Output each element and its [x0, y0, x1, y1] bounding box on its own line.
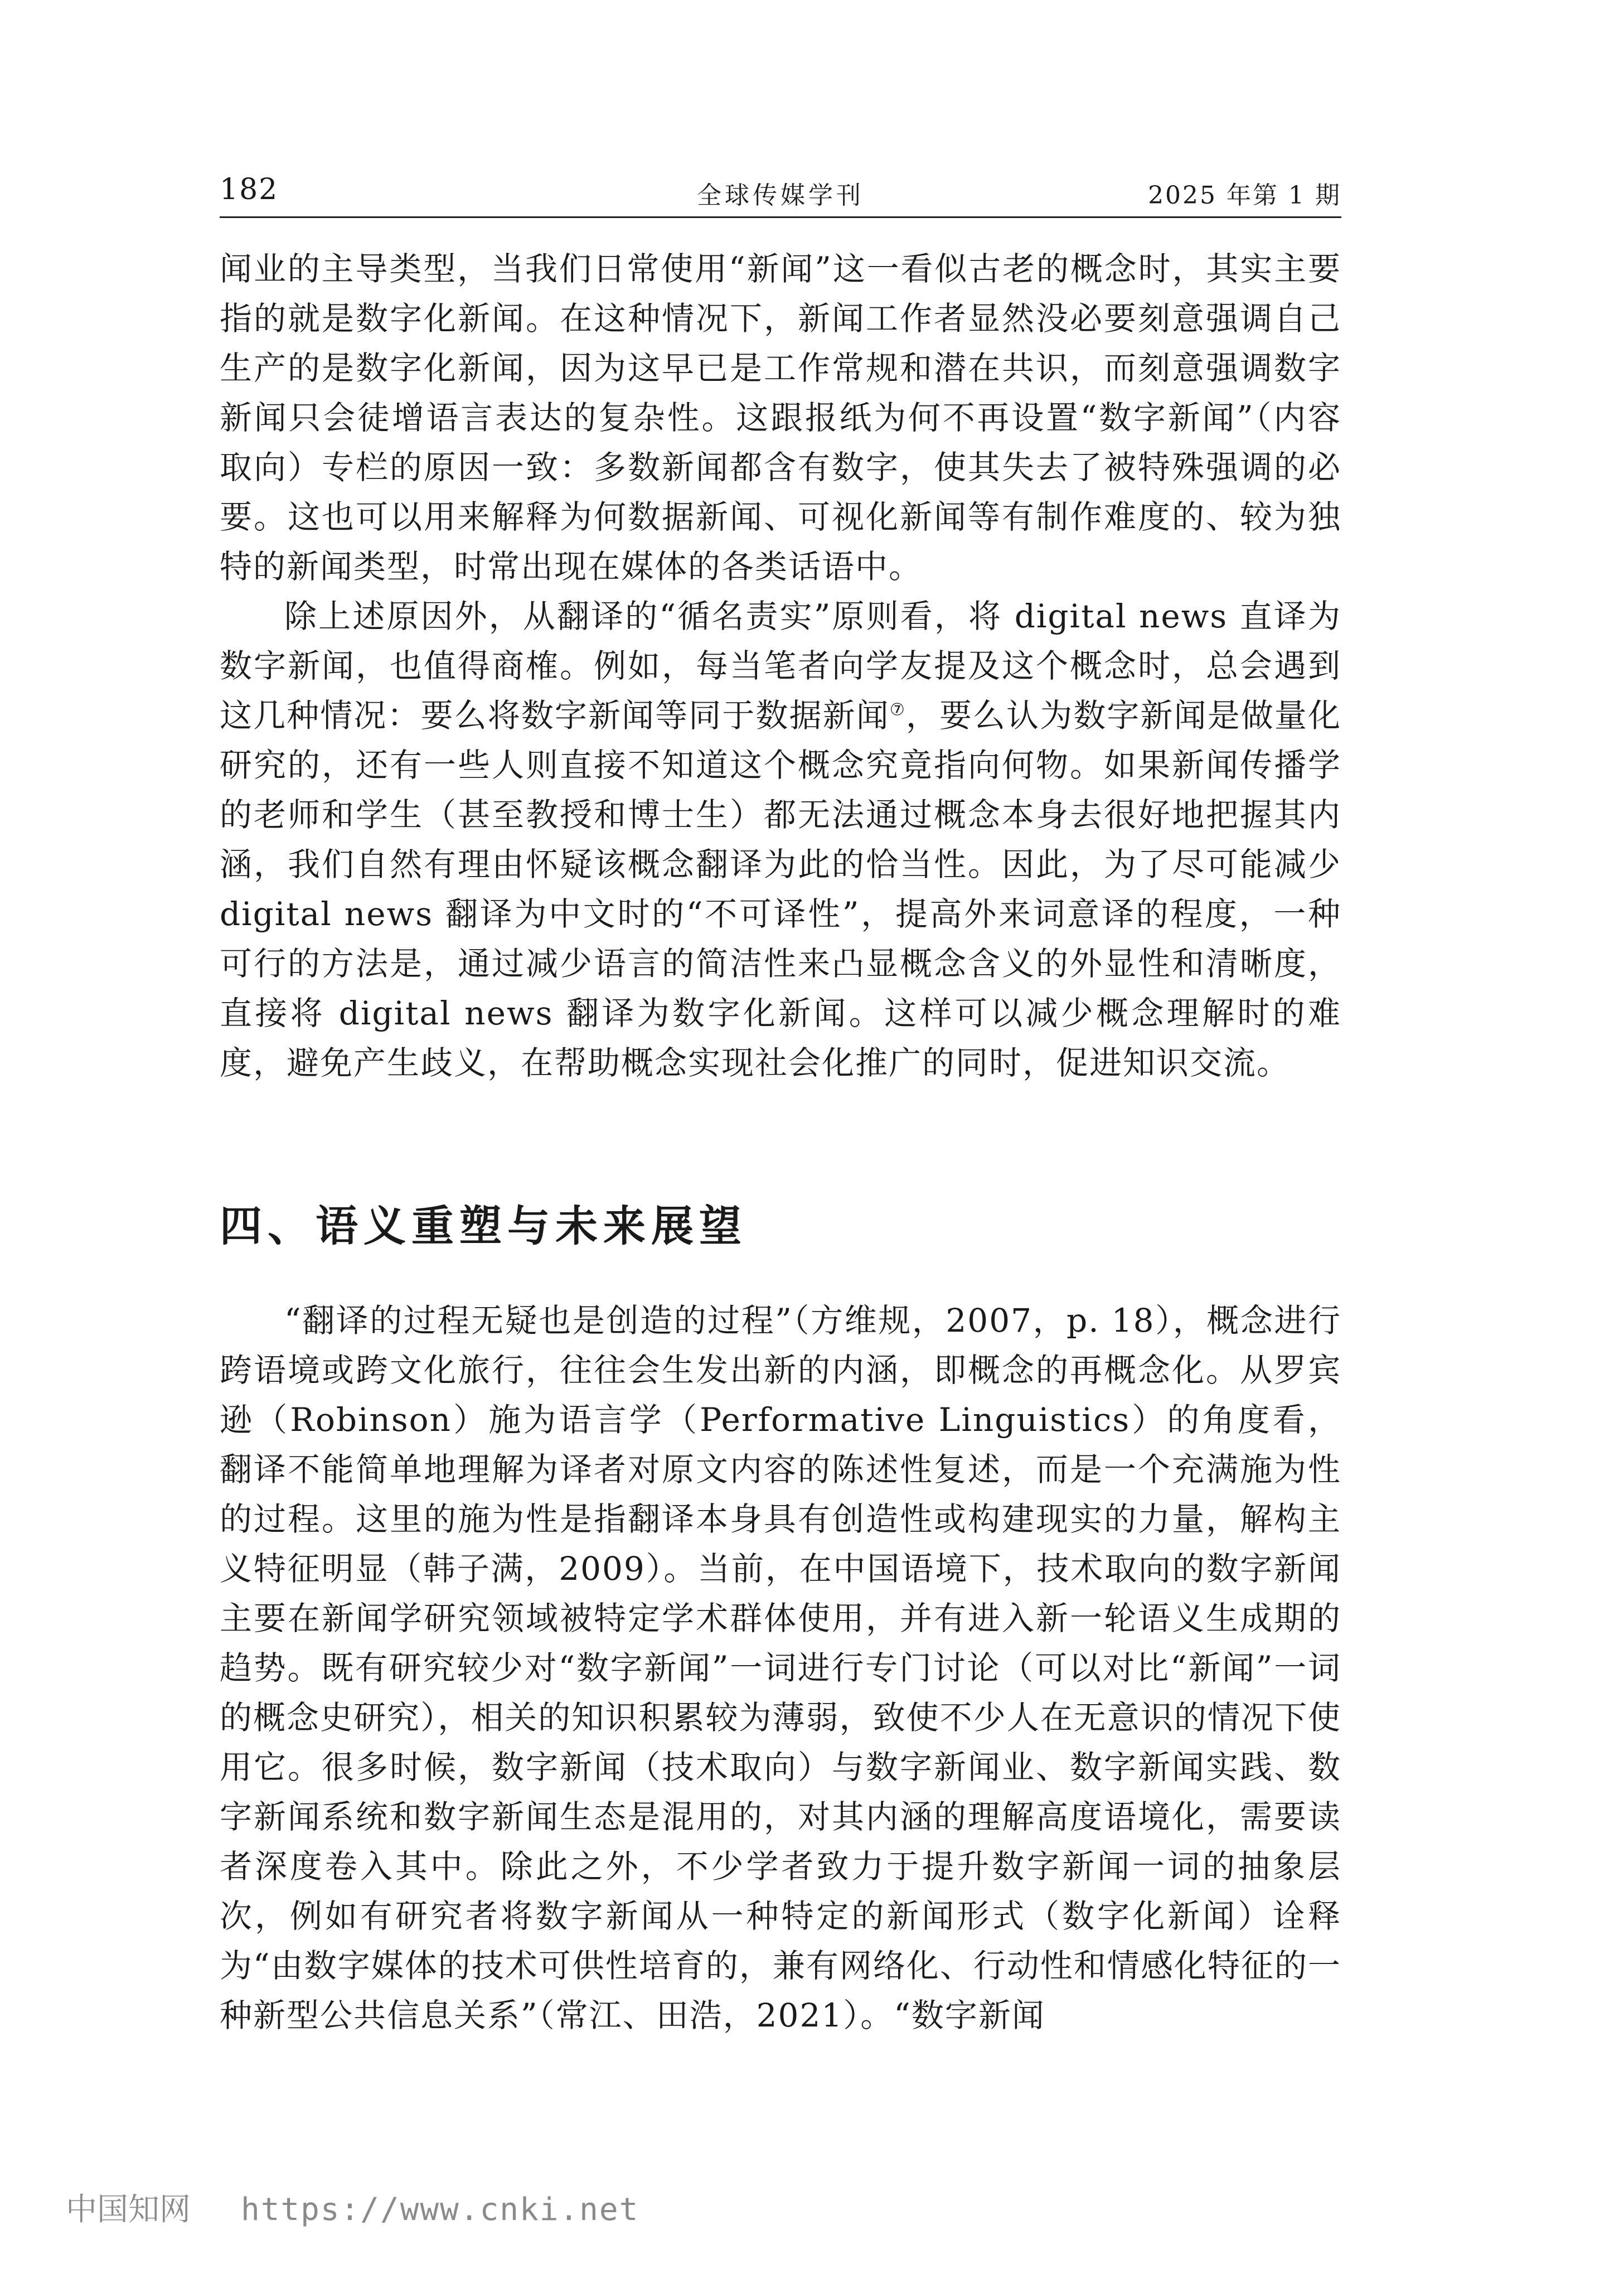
footnote-marker[interactable]: ⑦: [889, 700, 906, 720]
header-divider: [220, 216, 1341, 218]
issue-label: 2025 年第 1 期: [1148, 181, 1341, 210]
paragraph: 闻业的主导类型，当我们日常使用“新闻”这一看似古老的概念时，其实主要指的就是数字化新闻。在这种情况下，新闻工作者显然没必要刻意强调自己生产的是数字化新闻，因为这早已是工作常规和潜在共识，而刻意强调数字新闻只会徒增语言表达的复杂性。这跟报纸为何不再设置“数字新闻”（内容取向）专栏的原因一致：多数新闻都含有数字，使其失去了被特殊强调的必要。这也可以用来解释为何数据新闻、可视化新闻等有制作难度的、较为独特的新闻类型，时常出现在媒体的各类话语中。: [220, 250, 1341, 586]
text-block-continued: [220, 244, 1341, 1088]
text-block-section-4: [220, 1296, 1341, 2040]
paragraph: [220, 592, 1341, 1088]
cnki-watermark: [66, 2185, 639, 2229]
journal-title: 全球传媒学刊: [697, 181, 864, 210]
paragraph-text: ，要么认为数字新闻是做量化研究的，还有一些人则直接不知道这个概念究竟指向何物。如果新闻传播学的老师和学生（甚至教授和博士生）都无法通过概念本身去很好地把握其内涵，我们自然有理由怀疑该概念翻译为此的恰当性。因此，为了尽可能减少 digital news 翻译为中文时的“不可译性”，提高外来词意译的程度，一种可行的方法是，通过减少语言的简洁性来凸显概念含义的外显性和清晰度，直接将 digital news 翻译为数字化新闻。这样可以减少概念理解时的难度，避免产生歧义，在帮助概念实现社会化推广的同时，促进知识交流。: [220, 696, 1341, 1082]
cnki-url[interactable]: https://www.cnki.net: [241, 2192, 639, 2228]
paragraph-text: 除上述原因外，从翻译的“循名责实”原则看，将 digital news 直译为数字新闻，也值得商榷。例如，每当笔者向学友提及这个概念时，总会遇到这几种情况：要么将数字新闻等同于数据新闻: [220, 597, 1341, 734]
page-number: 182: [220, 173, 279, 206]
paragraph: “翻译的过程无疑也是创造的过程”（方维规，2007，p. 18），概念进行跨语境或跨文化旅行，往往会生发出新的内涵，即概念的再概念化。从罗宾逊（Robinson）施为语言学（Performative Linguistics）的角度看，翻译不能简单地理解为译者对原文内容的陈述性复述，而是一个充满施为性的过程。这里的施为性是指翻译本身具有创造性或构建现实的力量，解构主义特征明显（韩子满，2009）。当前，在中国语境下，技术取向的数字新闻主要在新闻学研究领域被特定学术群体使用，并有进入新一轮语义生成期的趋势。既有研究较少对“数字新闻”一词进行专门讨论（可以对比“新闻”一词的概念史研究），相关的知识积累较为薄弱，致使不少人在无意识的情况下使用它。很多时候，数字新闻（技术取向）与数字新闻业、数字新闻实践、数字新闻系统和数字新闻生态是混用的，对其内涵的理解高度语境化，需要读者深度卷入其中。除此之外，不少学者致力于提升数字新闻一词的抽象层次，例如有研究者将数字新闻从一种特定的新闻形式（数字化新闻）诠释为“由数字媒体的技术可供性培育的，兼有网络化、行动性和情感化特征的一种新型公共信息关系”（常江、田浩，2021）。“数字新闻: [220, 1302, 1341, 2034]
cnki-name: 中国知网: [66, 2192, 191, 2228]
section-heading: 四、语义重塑与未来展望: [220, 1201, 747, 1251]
running-header: [220, 167, 1341, 212]
